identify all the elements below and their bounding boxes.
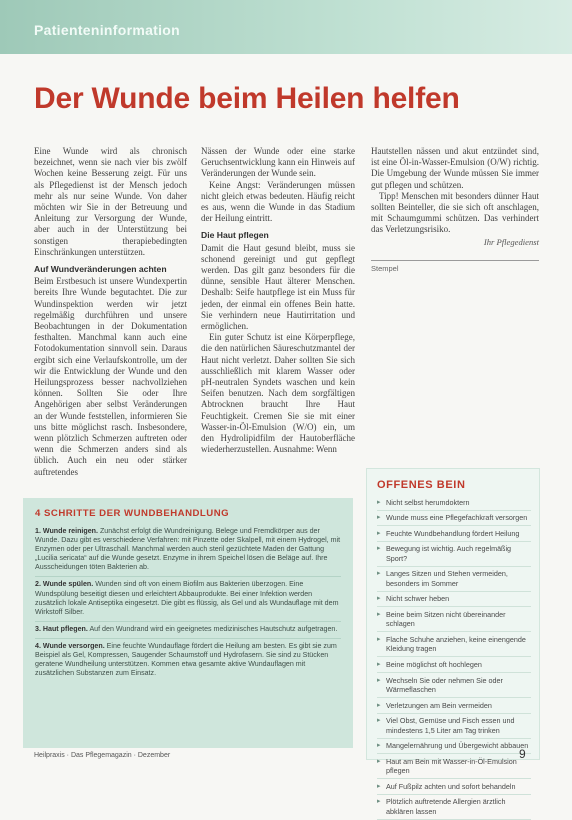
sidebar-item: ▸ Beine beim Sitzen nicht übereinander schlagen <box>377 607 531 632</box>
step-item <box>35 524 341 577</box>
step-lead: Wunde versorgen. <box>42 641 105 650</box>
sidebar-item: ▸ Langes Sitzen und Stehen vermeiden, besonders im Sommer <box>377 567 531 592</box>
step-item <box>35 577 341 621</box>
sidebar-list <box>367 495 539 820</box>
sidebar-item: ▸ Haut am Bein mit Wasser-in-Öl-Emulsion pflegen <box>377 754 531 779</box>
paragraph: Ein guter Schutz ist eine Körperpflege, die den natürlichen Säureschutzmantel der Haut nicht verletzt. Daher sollten Sie sich ausschließlich mit klarem Wasser oder pH-neutralen Syndets waschen und kein Seifen benutzen. Nach dem sorgfältigen Abtrocknen braucht Ihre Haut Feuchtigkeit. Cremen Sie sie mit einer Wasser-in-Öl-Emulsion (W/O) ein, um den Hydrolipidfilm der Hautoberfläche wiederherzustellen. Ausnahme: Wenn <box>201 332 355 455</box>
sidebar-item: ▸ Flache Schuhe anziehen, keine einengende Kleidung tragen <box>377 632 531 657</box>
paragraph: Nässen der Wunde oder eine starke Geruchsentwicklung kann ein Hinweis auf Veränderungen der Wunde sein. <box>201 146 355 179</box>
sidebar-item: ▸ Viel Obst, Gemüse und Fisch essen und mindestens 1,5 Liter am Tag trinken <box>377 714 531 739</box>
steps-list <box>23 524 353 682</box>
footer-publication: Heilpraxis · Das Pflegemagazin · Dezember <box>34 752 171 759</box>
sidebar-item: ▸ Beine möglichst oft hochlegen <box>377 657 531 673</box>
subheading: Auf Wundveränderungen achten <box>34 264 167 275</box>
paragraph: Keine Angst: Veränderungen müssen nicht gleich etwas bedeuten. Häufig reicht es aus, wenn die Wunde in das Stadium der Heilung eintritt. <box>201 179 355 224</box>
step-number: 2. <box>35 580 41 589</box>
article-column-2 <box>201 146 355 455</box>
step-lead: Wunde spülen. <box>42 580 94 589</box>
signature: Ihr Pflegedienst <box>483 236 539 247</box>
section-label: Patienteninformation <box>34 22 181 38</box>
step-number: 4. <box>35 641 41 650</box>
sidebar-item: ▸ Bewegung ist wichtig. Auch regelmäßig Sport? <box>377 542 531 567</box>
step-number: 1. <box>35 527 41 535</box>
article-column-1 <box>34 146 187 478</box>
paragraph: Beim Erstbesuch ist unsere Wundexpertin bereits Ihre Wunde begutachtet. Die zur Wundinspektion werden wir jetzt regelmäßig durchführen und unsere Beobachtungen in der Dokumentation festhalten. Manchmal kann auch eine Fotodokumentation sinnvoll sein. Daraus ergibt sich eine Verlaufskontrolle, um der wir die Entwicklung der Wunde und den Heilungsprozess besser nachvollziehen können. Sollten Sie oder Ihre Angehörigen aber selbst Veränderungen an der Wunde feststellen, informieren Sie uns bitte möglichst rasch. Insbesondere, wenn plötzlich Schmerzen auftreten oder wenn die Schmerzen anders sind als üblich. Auch ein neu oder stärker auftretendes <box>34 276 187 477</box>
step-text: Eine feuchte Wundauflage fördert die Heilung am besten. Es gibt sie zum Beispiel als Gel, Kompressen, Saugender Schaumstoff und Hydrofasern. Sie sind zu Stücken geratene Wundheilung unterstützen. Kommen etwa gesamte aktive Wundauflagen mit zusätzlichen Substanzen zum Einsatz. <box>35 641 337 678</box>
step-lead: Wunde reinigen. <box>42 527 98 535</box>
step-text: Wunden sind oft von einem Biofilm aus Bakterien überzogen. Eine Wundspülung beseitigt diesen und erleichtert Abbauprodukte. Bei einer Infektion werden zusätzlich lokale Antiseptika eingesetzt. Die gibt es flüssig, als Gel und als Wundauflage mit dem Wirkstoff Silber. <box>35 580 339 616</box>
paragraph: Damit die Haut gesund bleibt, muss sie schonend gereinigt und gut gepflegt werden. Das gilt ganz besonders für die dünne, sensible Haut älterer Menschen. Deshalb: Seife hautpflege ist ein Muss für jeden, der einmal ein offenes Bein hatte. Sie verhindern neue Hautirritation und ermöglichen. <box>201 242 355 332</box>
paragraph: Tipp! Menschen mit besonders dünner Haut sollten Beinteller, die sie sich oft anschlagen, mit Schaumgummi schützen. Das verhindert das Verletzungsrisiko. <box>371 190 539 235</box>
sidebar-item: ▸ Verletzungen am Bein vermeiden <box>377 698 531 714</box>
stamp-field: Stempel <box>371 260 539 274</box>
sidebar-item: ▸ Plötzlich auftretende Allergien ärztlich abklären lassen <box>377 795 531 820</box>
sidebar-item: ▸ Wunde muss eine Pflegefachkraft versorgen <box>377 511 531 527</box>
article-column-3 <box>371 146 539 274</box>
subheading: Die Haut pflegen <box>201 230 269 241</box>
step-text: Auf den Wundrand wird ein geeignetes medizinisches Hautschutz aufgetragen. <box>89 624 338 633</box>
paragraph: Eine Wunde wird als chronisch bezeichnet, wenn sie nach vier bis zwölf Wochen keine Besserung zeigt. Für uns als Pflegedienst ist der Mensch jedoch mehr als nur seine Wunde. Von daher möchten wir Sie in der Betreuung und Anleitung zur Versorgung der Wunde, aber auch in der Unterstützung bei sonstigen therapiebedingten Einschränkungen unterstützen. <box>34 146 187 257</box>
step-item <box>35 622 341 639</box>
offenes-bein-sidebar <box>366 468 540 816</box>
step-text: Zunächst erfolgt die Wundreinigung. Belege und Fremdkörper aus der Wunde. Dazu gibt es verschiedene Verfahren: mit Pinzette oder Skalpell, mit einem Hydrogel, mit Enzymen oder per Ultraschall. Manchmal werden auch steril gezüchtete Maden der Gattung „Lucilia sericata“ auf die Wunde gesetzt. Enzyme in ihrem Speichel lösen die Beläge auf. Ihre Ausscheidungen töten Bakterien ab. <box>35 527 341 572</box>
step-item <box>35 639 341 682</box>
sidebar-item: ▸ Mangelernährung und Übergewicht abbauen <box>377 739 531 755</box>
paragraph: Hautstellen nässen und akut entzündet sind, ist eine Öl-in-Wasser-Emulsion (O/W) richtig. Die Umgebung der Wunde müssen Sie immer gut pflegen und schützen. <box>371 146 539 190</box>
sidebar-item: ▸ Auf Fußpilz achten und sofort behandeln <box>377 779 531 795</box>
sidebar-item: ▸ Feuchte Wundbehandlung fördert Heilung <box>377 526 531 542</box>
page-number: 9 <box>519 747 526 761</box>
step-number: 3. <box>35 624 41 633</box>
wound-treatment-steps-box <box>23 498 353 748</box>
sidebar-item: ▸ Nicht schwer heben <box>377 592 531 608</box>
sidebar-item: ▸ Nicht selbst herumdoktern <box>377 495 531 511</box>
sidebar-item: ▸ Wechseln Sie oder nehmen Sie oder Wärmeflaschen <box>377 673 531 698</box>
steps-title: 4 SCHRITTE DER WUNDBEHANDLUNG <box>35 508 230 519</box>
sidebar-title: OFFENES BEIN <box>377 479 466 491</box>
article-headline: Der Wunde beim Heilen helfen <box>34 82 460 115</box>
step-lead: Haut pflegen. <box>42 624 88 633</box>
